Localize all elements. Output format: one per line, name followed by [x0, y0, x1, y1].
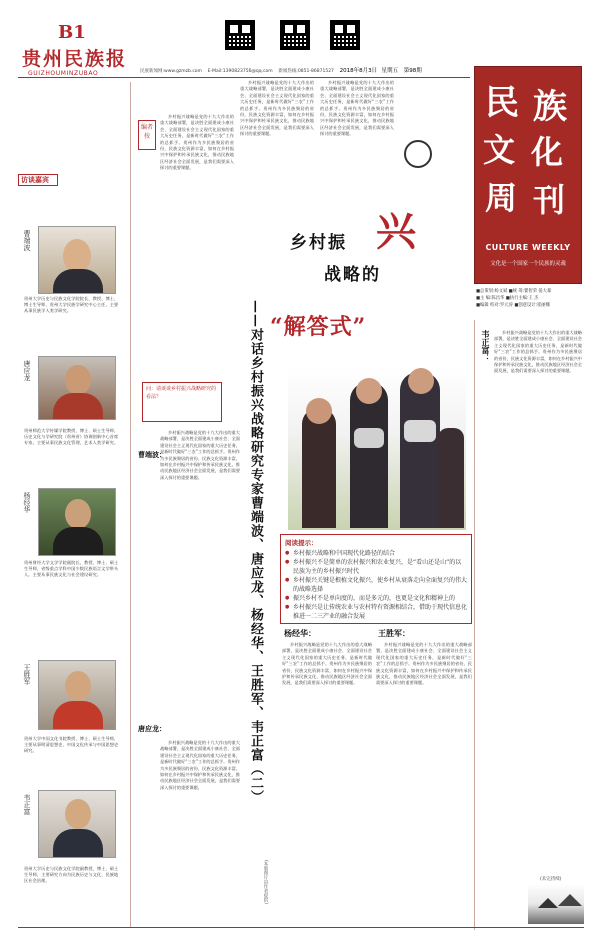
headline-part2: 战略的: [324, 265, 381, 285]
village-illustration: [528, 884, 584, 924]
title-char-6: 刊: [533, 181, 566, 219]
right-column-divider: [474, 320, 475, 930]
avatar: [38, 226, 116, 294]
list-item: ● 乡村振兴是让传统农业与农村特有资源相结合，借助于现代信息化推进一二三产业的融合发展: [285, 603, 467, 621]
editor-note-body-3: 乡村振兴战略是党的十九大作出的重大战略部署，是决胜全面建成小康社会、全面建设社会主义现代化国家的重大历史任务，是新时代做好“三农”工作的总抓手。贵州作为多民族聚居的省份，民族文化资源丰富，如何在乡村振兴中保护和传承民族文化，推动民族地区经济社会全面发展，是我们需要深入探讨的重要课题。: [320, 80, 394, 137]
list-item: ● 振兴乡村不是单向度的，而是多元的，也更是文化和精神上的: [285, 594, 467, 603]
body-column-wei: 乡村振兴战略是党的十九大作出的重大战略部署，是决胜全面建成小康社会、全面建设社会主义现代化国家的重大历史任务，是新时代做好“三农”工作的总抓手。贵州作为多民族聚居的省份，民族文化资源丰富，如何在乡村振兴中保护和传承民族文化，推动民族地区经济社会全面发展，是我们需要深入探讨的重要课题。: [494, 330, 582, 374]
weekday-text: 星期五: [381, 68, 398, 74]
qr-code-1: [225, 20, 255, 50]
editor-note-body-2: 乡村振兴战略是党的十九大作出的重大战略部署，是决胜全面建成小康社会、全面建设社会主义现代化国家的重大历史任务，是新时代做好“三农”工作的总抓手。贵州作为多民族聚居的省份，民族文化资源丰富，如何在乡村振兴中保护和传承民族文化，推动民族地区经济社会全面发展，是我们需要深入探讨的重要课题。: [240, 80, 314, 137]
title-char-2: 族: [533, 87, 567, 127]
list-item: ● 乡村振兴关键是根植文化振兴，使乡村从衰落走向全面复兴的伟大的战略选择: [285, 576, 467, 594]
speaker-yang: 杨经华：: [284, 629, 316, 638]
reading-tips: [280, 534, 472, 624]
body-column-1b: 乡村振兴战略是党的十九大作出的重大战略部署，是决胜全面建成小康社会、全面建设社会主义现代化国家的重大历史任务，是新时代做好“三农”工作的总抓手。贵州作为多民族聚居的省份，民族文化资源丰富，如何在乡村振兴中保护和传承民族文化，推动民族地区经济社会全面发展，是我们需要深入探讨的重要课题。: [160, 740, 240, 790]
avatar: [38, 660, 116, 730]
masthead-title: [481, 73, 577, 223]
website-text: 民族新闻网:www.gzmzb.com: [140, 69, 202, 74]
body-column-1: 乡村振兴战略是党的十九大作出的重大战略部署，是决胜全面建成小康社会、全面建设社会主义现代化国家的重大历史任务，是新时代做好“三农”工作的总抓手。贵州作为多民族聚居的省份，民族文化资源丰富，如何在乡村振兴中保护和传承民族文化，推动民族地区经济社会全面发展，是我们需要深入探讨的重要课题。: [160, 430, 240, 480]
masthead-credits: [476, 288, 582, 309]
guest-bio-1: 贵州大学历史与民族文化学院院长，教授、博士、博士生导师，贵州大学民族学研究中心主任。主要从事民族学人类学研究。: [24, 296, 119, 314]
guest-bio-5: 贵州大学历史与民族文化学院副教授、博士、硕士生导师，主要研究方向为民族历史与文化、民族地区社会治理。: [24, 866, 119, 884]
title-char-1: 民: [485, 83, 519, 123]
reading-tips-label: 阅读提示：: [285, 539, 318, 547]
title-char-4: 化: [531, 133, 564, 171]
footer-note: (未完待续): [540, 877, 562, 882]
guest-bio-2: 贵州师范大学传媒学院教授、博士、硕士生导师，历史文化与学研究院（贵州省）协调创新中心首席专家。主要从事民族文化管理、艺术人类学研究。: [24, 428, 119, 446]
avatar: [38, 356, 116, 420]
logo-pinyin: GUIZHOUMINZUBAO: [28, 70, 99, 77]
intro-quote-box: [142, 382, 222, 422]
hotline-text: 新闻热线:0851-86871527: [278, 69, 334, 74]
headline-part3: “解答式”: [270, 314, 367, 340]
guest-name-4: 王胜军: [23, 664, 31, 685]
photo-credit: (本版图片由作者提供): [263, 860, 268, 905]
guest-bio-3: 贵州财经大学文学学院副院长，教授、博士、硕士生导师，省级重点学科中国少数民族语言文学带头人。主要从事民族文化与社会建设研究。: [24, 560, 119, 578]
title-char-3: 文: [483, 131, 516, 169]
guest-bio-4: 贵州大学中国文化书院教授、博士、硕士生导师，主要从事明清思想史、中国文化传承与中国思想史研究。: [24, 736, 119, 754]
headline-xing: 兴: [376, 208, 416, 255]
list-item: ● 乡村振兴战略和中国现代化路径的结合: [285, 549, 467, 558]
left-column-divider: [130, 82, 131, 927]
headline-part1: 乡村振: [290, 233, 347, 253]
bottom-divider: [18, 927, 584, 928]
newspaper-logo: [22, 44, 134, 70]
weekly-masthead: [474, 66, 582, 284]
speaker-tang: 唐应龙：: [138, 725, 166, 733]
guest-name-3: 杨经华: [23, 492, 31, 513]
credit-line-1: ■总策划:杨文斌 ■统 筹:瞿智荣 晏大暴: [476, 289, 552, 294]
editor-note-label: [138, 120, 156, 150]
page-code-text: B1: [58, 22, 86, 43]
culture-seal-icon: [404, 140, 432, 168]
credit-line-2: ■主 编:陈昌华 ■执行主编:王 杰: [476, 296, 539, 301]
email-text: E-Mail:1390823756@qq.com: [207, 69, 273, 74]
qr-code-3: [330, 20, 360, 50]
masthead-slogan: 文化是一个国家一个民族的灵魂: [490, 261, 566, 267]
credit-line-3: ■编辑 校对:罗元涛 ■创意设计:崔丽娜: [476, 303, 550, 308]
date-text: 2018年8月3日: [339, 68, 378, 74]
vertical-subheadline: ——对话乡村振兴战略研究专家曹端波、唐应龙、杨经华、王胜军、韦正富（二）: [248, 300, 263, 804]
masthead-english: CULTURE WEEKLY: [485, 243, 571, 252]
speaker-wei: 韦正富：: [481, 330, 490, 362]
avatar: [38, 488, 116, 556]
guest-name-5: 韦正富: [23, 794, 31, 815]
reading-tips-list: [285, 549, 467, 621]
headline-block: [270, 200, 484, 370]
guest-name-1: 曹端波: [23, 230, 31, 251]
intro-quote-text: 问：请谈谈乡村振兴战略研究的看法？: [146, 386, 217, 400]
page-code: [58, 22, 86, 43]
body-column-yang: 乡村振兴战略是党的十九大作出的重大战略部署，是决胜全面建成小康社会、全面建设社会主义现代化国家的重大历史任务，是新时代做好“三农”工作的总抓手。贵州作为多民族聚居的省份，民族文化资源丰富，如何在乡村振兴中保护和传承民族文化，推动民族地区经济社会全面发展，是我们需要深入探讨的重要课题。: [282, 642, 372, 686]
editor-note-text: 编者按: [140, 124, 153, 140]
list-item: ● 乡村振兴不是简单的农村振兴和农业复兴，是“看山还是山”的以民族为主的乡村振兴时代: [285, 558, 467, 576]
logo-text: 贵州民族报: [22, 48, 128, 70]
interview-label: [18, 174, 58, 186]
ethnic-women-photo: [288, 368, 466, 530]
body-column-wang: 乡村振兴战略是党的十九大作出的重大战略部署，是决胜全面建成小康社会、全面建设社会主义现代化国家的重大历史任务，是新时代做好“三农”工作的总抓手。贵州作为多民族聚居的省份，民族文化资源丰富，如何在乡村振兴中保护和传承民族文化，推动民族地区经济社会全面发展，是我们需要深入探讨的重要课题。: [376, 642, 472, 686]
issue-text: 第98期: [403, 68, 422, 74]
header-divider: [18, 77, 470, 78]
guest-name-2: 唐应龙: [23, 360, 31, 381]
speaker-wang: 王胜军：: [378, 629, 410, 638]
interview-label-text: 访谈嘉宾: [21, 176, 49, 184]
avatar: [38, 790, 116, 858]
qr-code-2: [280, 20, 310, 50]
header-info-bar: [140, 66, 465, 75]
speaker-cao: 曹端波：: [138, 451, 166, 459]
title-char-5: 周: [485, 179, 518, 217]
editor-note-body: 乡村振兴战略是党的十九大作出的重大战略部署，是决胜全面建成小康社会、全面建设社会主义现代化国家的重大历史任务，是新时代做好“三农”工作的总抓手。贵州作为多民族聚居的省份，民族文化资源丰富，如何在乡村振兴中保护和传承民族文化，推动民族地区经济社会全面发展，是我们需要深入探讨的重要课题。: [160, 114, 234, 171]
